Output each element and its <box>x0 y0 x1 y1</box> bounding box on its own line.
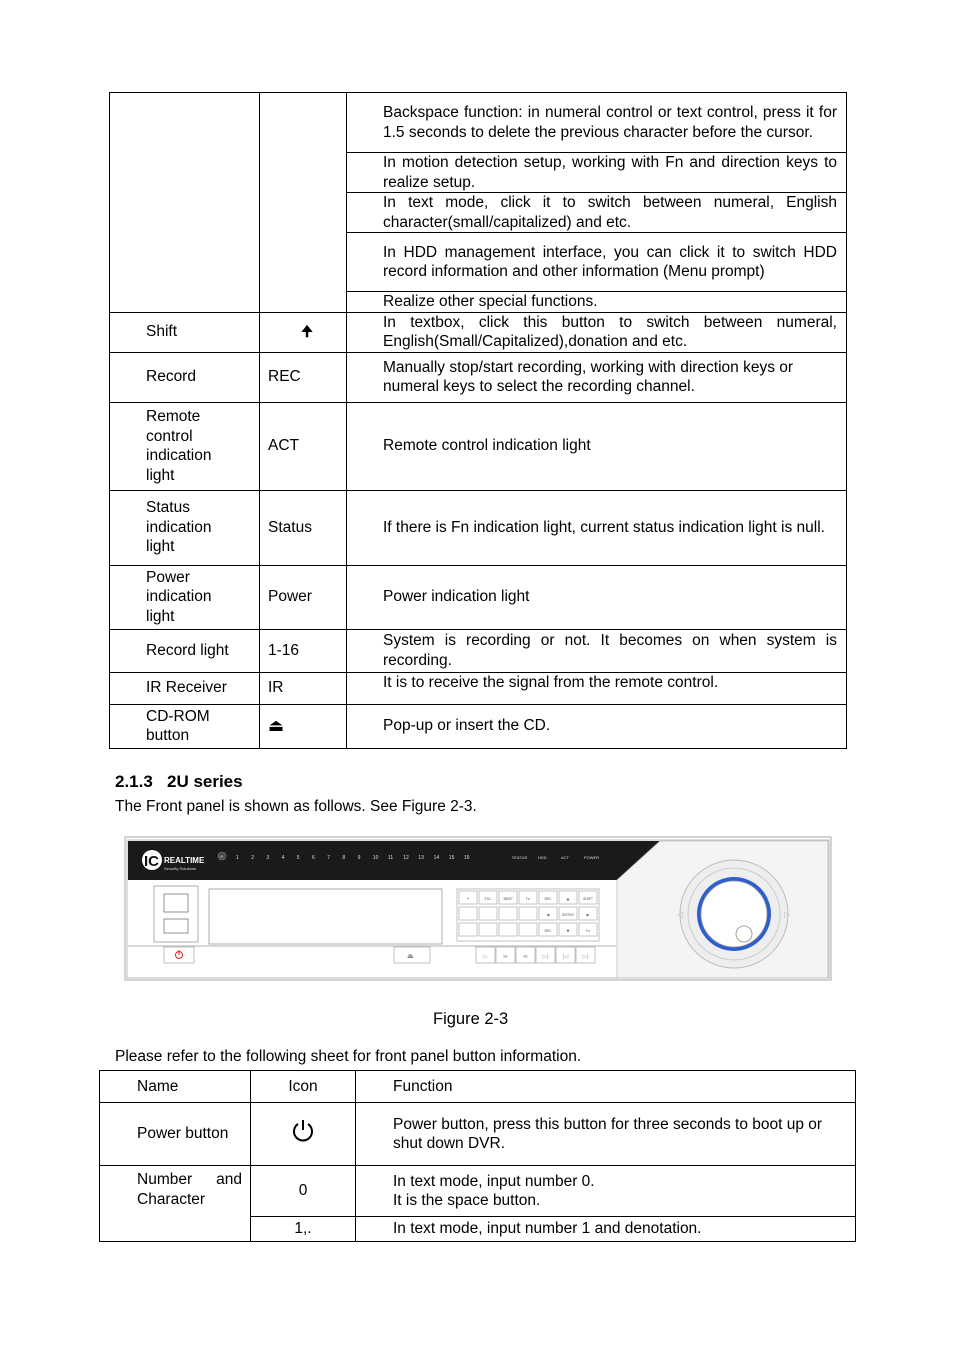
button-info-table-continued <box>109 92 847 749</box>
keypad-key-label: ▶ <box>586 913 590 917</box>
name-word: Number <box>137 1171 193 1188</box>
function-cell: In HDD management interface, you can click it to switch HDD record information and other information (Menu prompt) <box>347 233 847 292</box>
channel-label: 6 <box>312 855 315 861</box>
keypad-key <box>479 907 497 920</box>
function-cell: Pop-up or insert the CD. <box>347 704 847 748</box>
shuttle-right-icon: ▷ <box>784 910 791 919</box>
channel-label: 2 <box>251 855 254 861</box>
channel-label: 11 <box>388 855 394 861</box>
icon-cell <box>260 312 347 352</box>
icon-cell: 1-16 <box>260 629 347 672</box>
ir-label: IR <box>219 854 224 859</box>
channel-label: 9 <box>357 855 361 861</box>
table-row <box>110 312 847 352</box>
channel-label: 1 <box>236 855 239 861</box>
function-cell: If there is Fn indication light, current status indication light is null. <box>347 490 847 565</box>
table-header-row <box>100 1071 856 1103</box>
keypad-key-label: ↰ <box>466 897 470 901</box>
channel-label: 3 <box>266 855 270 861</box>
name-cell: Power indication light <box>110 565 260 629</box>
function-cell: Power indication light <box>347 565 847 629</box>
transport-icon: ≫ <box>502 954 509 960</box>
keypad-key <box>459 923 477 936</box>
table-row <box>100 1166 856 1217</box>
name-cell: Status indication light <box>110 490 260 565</box>
figure-caption: Figure 2-3 <box>433 1010 509 1028</box>
keypad-key-label: REC <box>544 897 552 901</box>
header-name: Name <box>100 1071 251 1103</box>
keypad-key <box>479 923 497 936</box>
cd-drive <box>209 889 442 944</box>
function-cell: Remote control indication light <box>347 402 847 490</box>
function-cell: Backspace function: in numeral control or text control, press it for 1.5 seconds to delete the previous character before the cursor. <box>347 93 847 153</box>
name-cell: IR Receiver <box>110 672 260 704</box>
keypad-key-label: SHIFT <box>583 897 593 901</box>
icon-cell: IR <box>260 672 347 704</box>
keypad-key-label: REC <box>544 929 552 933</box>
channel-label: 13 <box>418 855 424 861</box>
keypad-key-label: BKSP <box>503 897 513 901</box>
keypad-key-label: Fn <box>525 897 531 901</box>
transport-icon: ≪ <box>522 954 529 960</box>
keypad-key-label: ▼ <box>566 929 570 933</box>
function-cell: Manually stop/start recording, working with direction keys or numeral keys to select the recording channel. <box>347 352 847 402</box>
name-word: and <box>216 1171 242 1188</box>
header-icon: Icon <box>251 1071 356 1103</box>
keypad-key-label: Fn <box>585 929 591 933</box>
transport-icon: |◁ <box>562 954 569 960</box>
empty-icon-cell <box>260 93 347 313</box>
up-arrow-icon: 🠉 <box>301 323 313 340</box>
section-number: 2.1.3 <box>115 772 153 791</box>
name-cell: CD-ROM button <box>110 704 260 748</box>
function-cell: In motion detection setup, working with Fn and direction keys to realize setup. <box>347 153 847 193</box>
name-cell: Shift <box>110 312 260 352</box>
keypad-key <box>519 923 537 936</box>
name-cell: Power button <box>100 1103 251 1166</box>
table-row <box>110 704 847 748</box>
status-label: STATUS <box>512 855 528 860</box>
function-cell: In textbox, click this button to switch between numeral, English(Small/Capitalized),donation and etc. <box>347 312 847 352</box>
channel-label: 4 <box>281 855 285 861</box>
intro-text: The Front panel is shown as follows. See Figure 2-3. <box>115 798 477 815</box>
icon-cell <box>251 1103 356 1166</box>
transport-icon: ▷| <box>582 954 589 960</box>
function-line: In text mode, input number 0. <box>393 1172 595 1190</box>
channel-label: 16 <box>464 855 470 861</box>
channel-label: 10 <box>372 855 379 861</box>
icon-cell: ACT <box>260 402 347 490</box>
table-row <box>110 565 847 629</box>
section-heading <box>115 772 243 792</box>
keypad-key <box>499 907 517 920</box>
function-cell: In text mode, click it to switch between numeral, English character(small/capitalized) and etc. <box>347 193 847 233</box>
function-cell: It is to receive the signal from the remote control. <box>347 672 847 704</box>
name-cell <box>100 1166 251 1242</box>
channel-label: 12 <box>403 855 409 861</box>
usb-port <box>164 919 188 933</box>
keypad-key <box>459 907 477 920</box>
refer-text: Please refer to the following sheet for front panel button information. <box>115 1048 582 1065</box>
transport-icon: ▷| <box>542 954 549 960</box>
name-cell: Remote control indication light <box>110 402 260 490</box>
function-line: It is the space button. <box>393 1192 541 1209</box>
logo-sub: Security Solutions <box>164 866 197 871</box>
table-row <box>110 490 847 565</box>
header-function: Function <box>356 1071 856 1103</box>
channel-label: 15 <box>448 855 455 861</box>
channel-label: 5 <box>296 855 300 861</box>
empty-name-cell <box>110 93 260 313</box>
shuttle-left-icon: ◁ <box>677 910 684 919</box>
icon-cell: Status <box>260 490 347 565</box>
icon-cell: 0 <box>251 1166 356 1217</box>
logo-ic: IC <box>144 853 159 870</box>
transport-icon: ▷ <box>483 954 488 960</box>
table-row <box>100 1103 856 1166</box>
table-row <box>110 629 847 672</box>
keypad-key-label: ◀ <box>546 913 550 917</box>
channel-label: 7 <box>327 855 330 861</box>
channel-label: 8 <box>342 855 346 861</box>
icon-cell <box>260 704 347 748</box>
status-label: HDD <box>538 855 547 860</box>
keypad <box>457 889 599 941</box>
eject-icon: ⏏ <box>268 715 285 735</box>
name-word: Character <box>137 1190 206 1208</box>
keypad-key <box>519 907 537 920</box>
keypad-key-label: ▲ <box>566 897 570 901</box>
function-cell <box>356 1166 856 1217</box>
section-title: 2U series <box>166 772 243 791</box>
keypad-key-label: ENTER <box>562 913 574 917</box>
function-cell: Realize other special functions. <box>347 292 847 313</box>
button-info-table <box>99 1070 856 1242</box>
name-cell: Record <box>110 352 260 402</box>
keypad-key-label: ESC <box>484 897 492 901</box>
front-panel-figure <box>124 836 832 982</box>
function-cell: Power button, press this button for three seconds to boot up or shut down DVR. <box>356 1103 856 1166</box>
function-cell: In text mode, input number 1 and denotation. <box>356 1217 856 1242</box>
name-cell: Record light <box>110 629 260 672</box>
channel-label: 14 <box>433 855 440 861</box>
table-row <box>110 402 847 490</box>
table-row <box>110 352 847 402</box>
eject-button-icon: ⏏ <box>407 952 414 960</box>
function-cell: System is recording or not. It becomes on when system is recording. <box>347 629 847 672</box>
power-icon <box>290 1118 316 1144</box>
status-label: POWER <box>584 855 600 860</box>
usb-port <box>164 894 188 912</box>
keypad-key <box>499 923 517 936</box>
icon-cell: 1,. <box>251 1217 356 1242</box>
status-label: ACT <box>561 855 569 860</box>
logo-text: REALTIME <box>164 856 205 865</box>
icon-cell: REC <box>260 352 347 402</box>
table-row <box>110 672 847 704</box>
icon-cell: Power <box>260 565 347 629</box>
